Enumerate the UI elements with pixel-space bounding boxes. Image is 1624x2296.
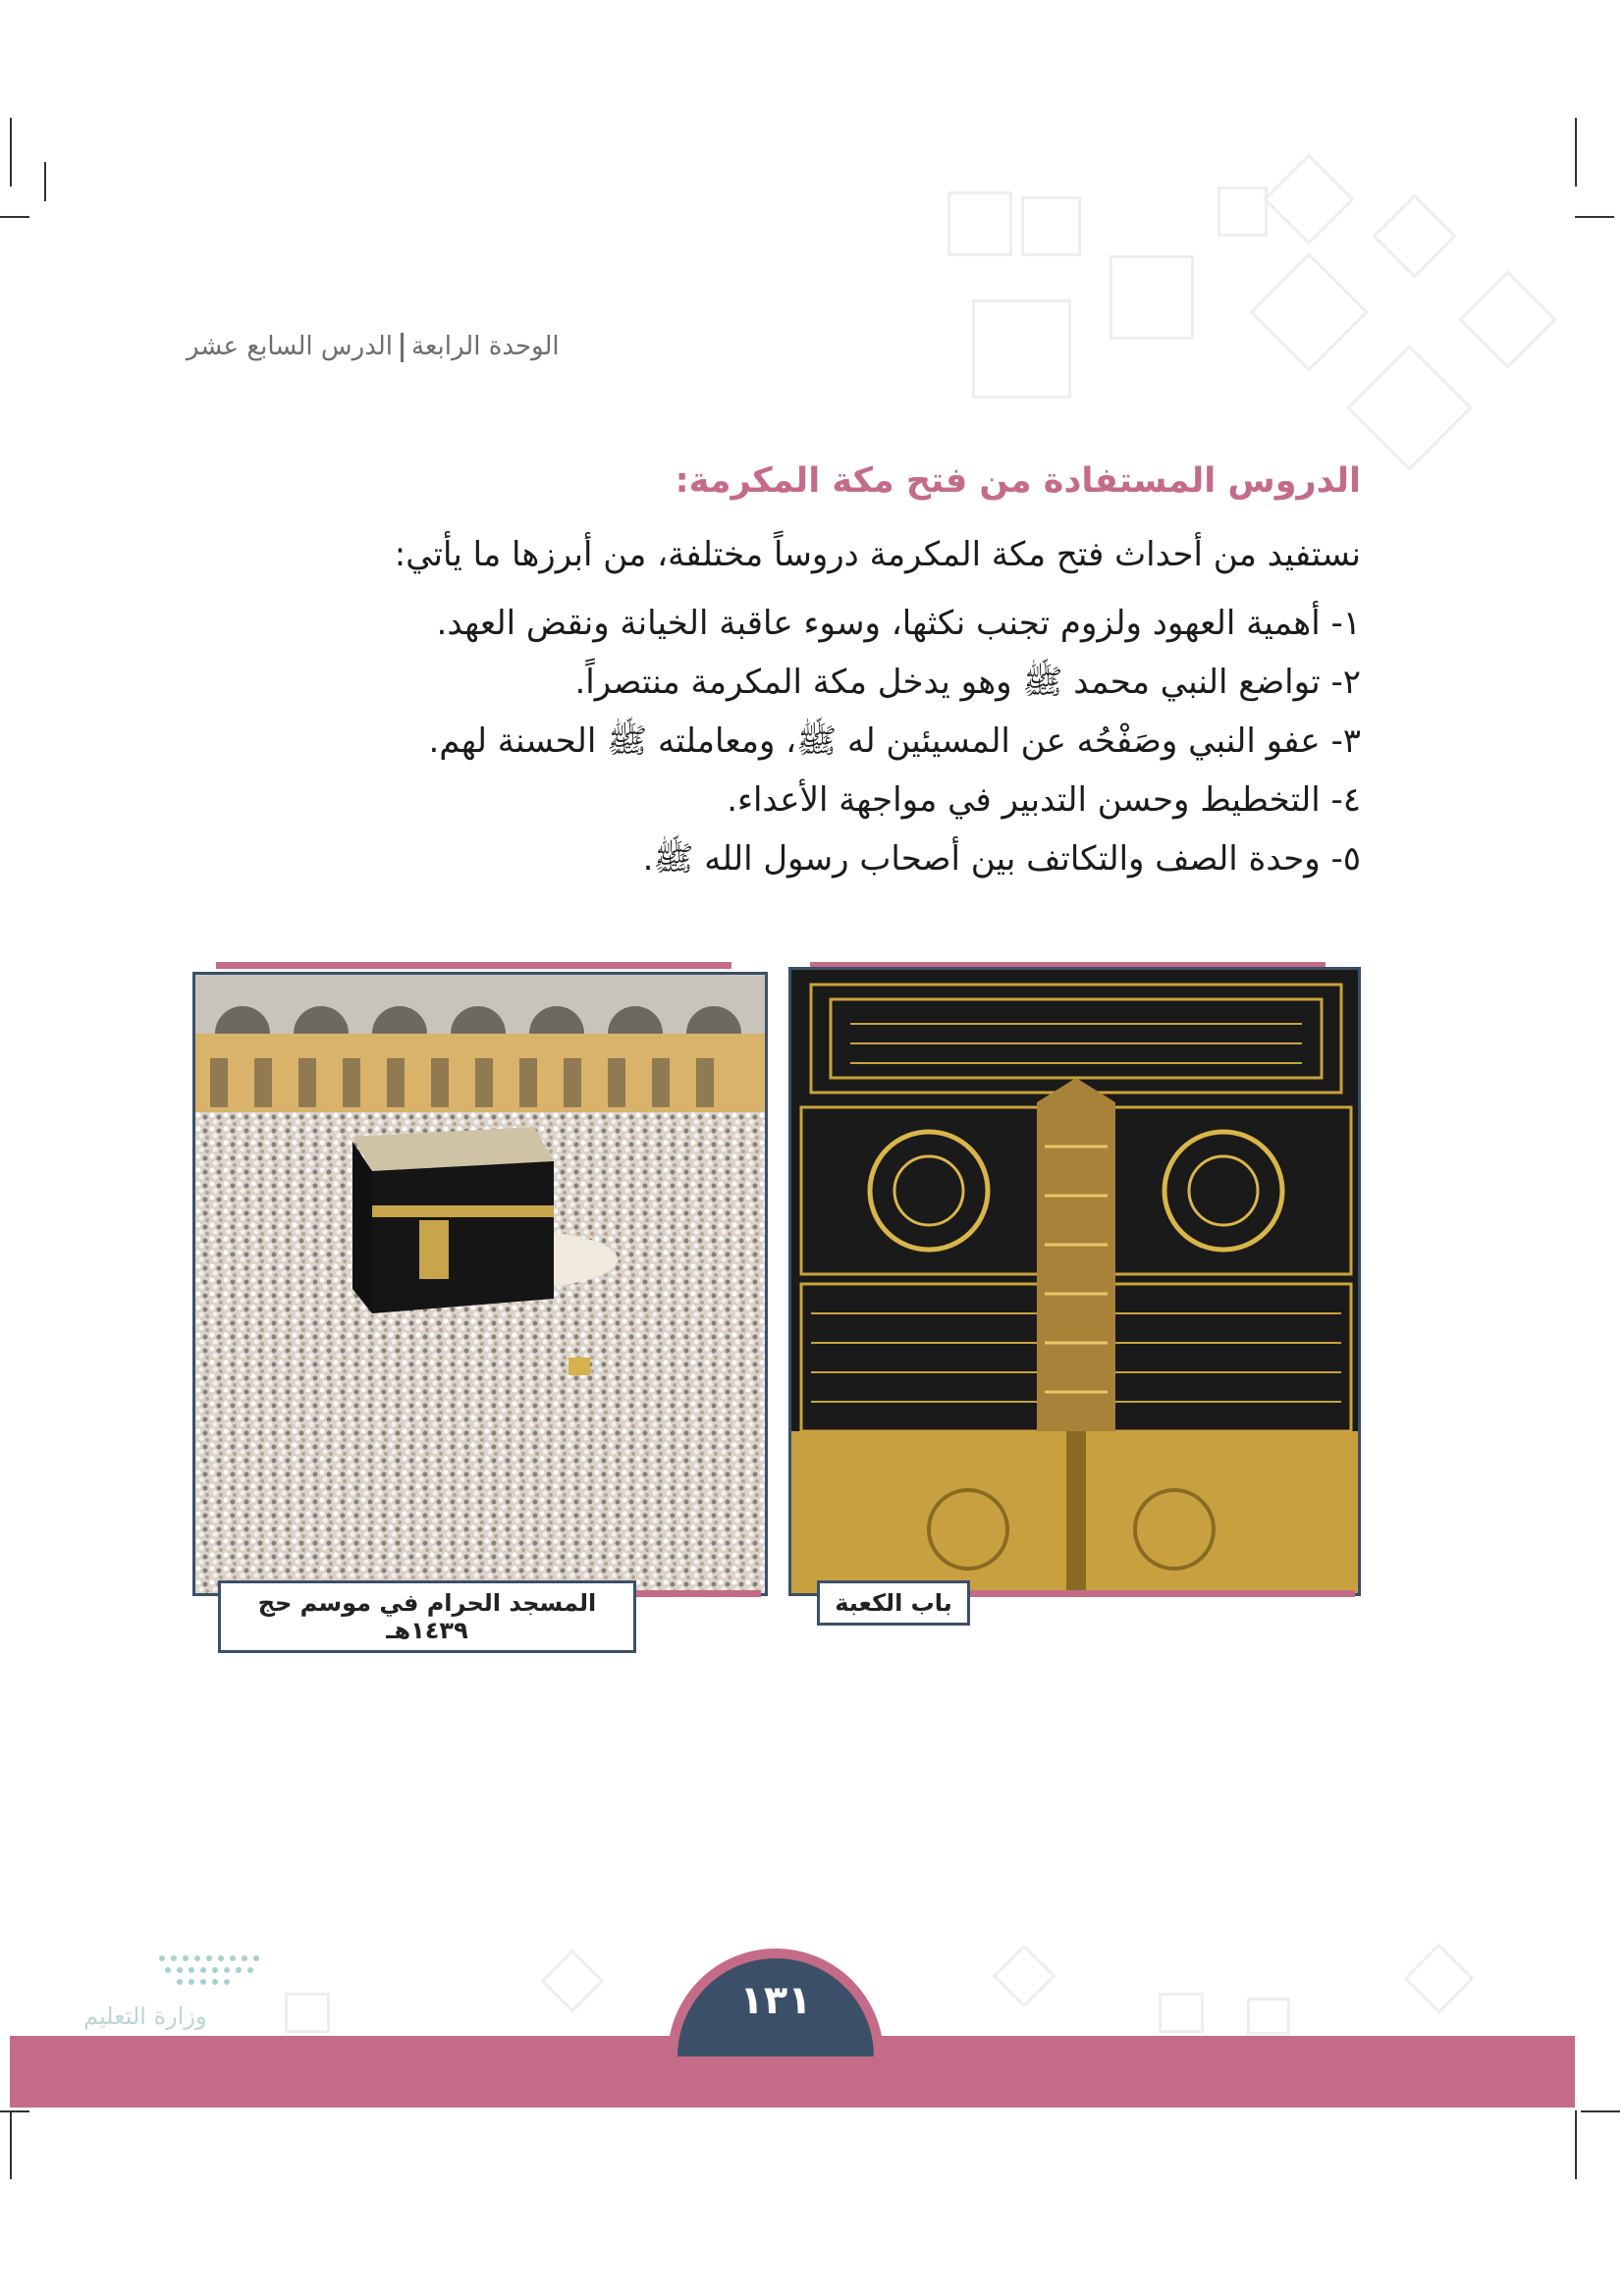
ministry-logo-icon [83,1939,299,2056]
decor-diamond [1249,252,1369,372]
crop-mark [1575,2110,1577,2179]
decor-diamond [1346,345,1473,471]
unit-label: الوحدة الرابعة [411,332,560,361]
decor-diamond [1263,153,1354,244]
ministry-logo-text: وزارة التعليم [83,2002,207,2030]
crop-mark [0,2110,29,2112]
page-number: ١٣١ [739,1978,812,2023]
decor-square [1218,187,1268,237]
intro-text: نستفيد من أحداث فتح مكة المكرمة دروساً مختلفة، من أبرزها ما يأتي: [394,535,1361,574]
unit-lesson-header [187,332,560,362]
right-image-bottombar [962,1590,1355,1597]
page-number-badge [668,1949,884,2056]
left-image-topbar [216,962,731,969]
haram-caption: المسجد الحرام في موسم حج ١٤٣٩هـ [218,1580,636,1653]
decor-diamond [540,1949,604,2012]
section-title: الدروس المستفادة من فتح مكة المكرمة: [675,461,1361,501]
lesson-item: ٥- وحدة الصف والتكاتف بين أصحاب رسول الله ﷺ. [642,839,1361,879]
decor-diamond [992,1944,1056,2007]
crop-mark [1575,118,1577,187]
decor-square [947,191,1012,256]
decor-square [1159,1993,1204,2033]
crop-mark [10,118,12,187]
lesson-item: ٢- تواضع النبي محمد ﷺ وهو يدخل مكة المكرمة منتصراً. [574,663,1361,702]
page-number-inner [677,1958,874,2056]
haram-illustration [195,975,765,1593]
kaaba-door-photo [788,967,1361,1596]
haram-photo [192,972,768,1596]
lesson-item: ١- أهمية العهود ولزوم تجنب نكثها، وسوء عاقبة الخيانة ونقض العهد. [436,604,1361,643]
crop-mark [0,216,29,218]
decor-square [1247,1998,1290,2035]
decor-diamond [1403,1943,1474,2013]
crop-mark [1575,216,1614,218]
crop-mark [1581,2110,1620,2112]
decor-square [1021,196,1081,256]
decor-square [972,299,1071,399]
lessons-list [428,594,1361,888]
decor-square [1110,255,1194,340]
lesson-item: ٣- عفو النبي وصَفْحُه عن المسيئين له ﷺ، ومعاملته ﷺ الحسنة لهم. [428,721,1361,761]
kaaba-door-illustration [791,970,1358,1593]
header-separator [401,333,404,362]
crop-mark [44,162,46,201]
lesson-item: ٤- التخطيط وحسن التدبير في مواجهة الأعداء. [727,780,1361,820]
kaaba-door-caption: باب الكعبة [817,1580,970,1626]
crop-mark [10,2110,12,2179]
decor-diamond [1458,270,1556,368]
decor-diamond [1372,193,1456,278]
lesson-label: الدرس السابع عشر [187,332,394,361]
